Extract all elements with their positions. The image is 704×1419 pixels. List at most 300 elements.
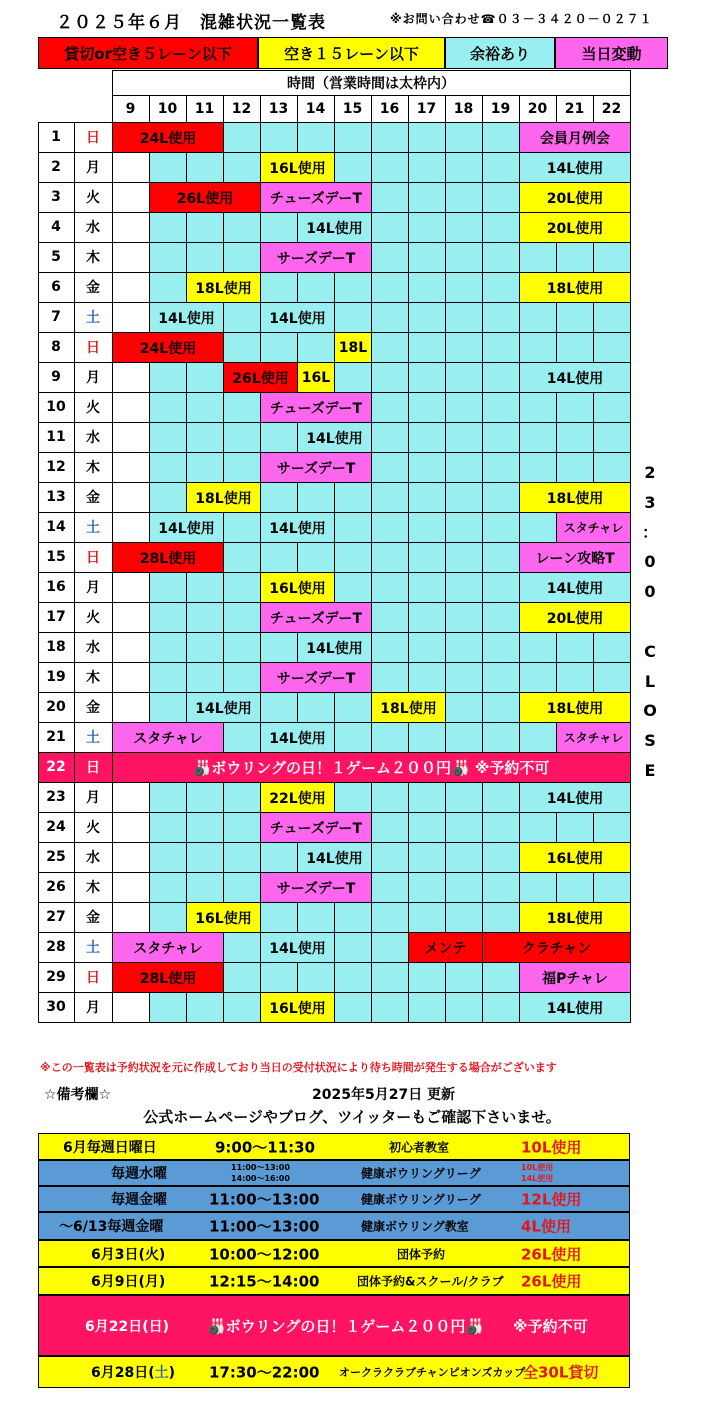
grid-line xyxy=(482,632,483,662)
row-bg-left xyxy=(112,482,149,512)
grid-line xyxy=(371,992,372,1022)
booking-block: 14L使用 xyxy=(297,842,372,873)
grid-line xyxy=(112,70,630,71)
booking-block: 24L使用 xyxy=(112,332,224,363)
grid-line xyxy=(297,902,298,932)
close-char: S xyxy=(644,731,656,751)
remark-desc: 健康ボウリング教室 xyxy=(361,1219,469,1234)
grid-line xyxy=(408,842,409,872)
grid-line xyxy=(482,362,483,392)
grid-line xyxy=(482,122,483,152)
booking-block: 18L使用 xyxy=(519,272,631,303)
booking-block: 14L使用 xyxy=(519,782,631,813)
grid-line xyxy=(445,332,446,362)
remark-day: 6月3日(火) xyxy=(91,1246,166,1263)
day-number: 13 xyxy=(46,489,66,505)
remark-desc: オークラクラブチャンピオンズカップ xyxy=(339,1366,526,1379)
grid-line xyxy=(408,95,409,122)
grid-line xyxy=(408,572,409,602)
grid-line xyxy=(408,992,409,1022)
grid-line xyxy=(297,692,298,722)
remarks-title: ☆備考欄☆ xyxy=(44,1087,112,1103)
day-weekday: 水 xyxy=(86,850,100,866)
booking-block: 18L xyxy=(334,332,372,363)
booking-block: 16L xyxy=(297,362,335,393)
remark-desc: 団体予約 xyxy=(397,1247,446,1261)
grid-line xyxy=(445,242,446,272)
grid-line xyxy=(334,122,335,152)
day-number: 7 xyxy=(51,309,61,325)
grid-line xyxy=(371,302,372,332)
booking-block: メンテ xyxy=(408,932,483,963)
day-number: 14 xyxy=(46,519,66,535)
grid-line xyxy=(260,122,261,152)
grid-line xyxy=(519,242,520,272)
grid-line xyxy=(371,272,372,302)
booking-block: 16L使用 xyxy=(519,842,631,873)
grid-line xyxy=(556,872,557,902)
grid-line xyxy=(260,422,261,452)
remark-row xyxy=(38,1186,630,1212)
grid-line xyxy=(149,872,150,902)
grid-line xyxy=(593,872,594,902)
booking-block: 14L使用 xyxy=(149,302,224,333)
day-weekday: 月 xyxy=(86,1000,100,1016)
grid-line xyxy=(482,272,483,302)
grid-line xyxy=(149,662,150,692)
grid-line xyxy=(445,212,446,242)
grid-line xyxy=(593,632,594,662)
booking-block: 14L使用 xyxy=(260,302,335,333)
grid-line xyxy=(556,302,557,332)
remark-day: 毎週金曜 xyxy=(111,1192,167,1208)
grid-line xyxy=(186,152,187,182)
day-weekday: 水 xyxy=(86,220,100,236)
remark-time: 17:30～22:00 xyxy=(209,1363,320,1382)
booking-block: 14L使用 xyxy=(519,362,631,393)
legend-item: 空き１５レーン以下 xyxy=(258,37,445,69)
grid-line xyxy=(223,782,224,812)
grid-line xyxy=(482,212,483,242)
remark-lanes: 10L使用 xyxy=(521,1138,582,1156)
booking-block: 20L使用 xyxy=(519,182,631,213)
booking-block: 14L使用 xyxy=(260,932,335,963)
grid-line xyxy=(445,512,446,542)
row-bg xyxy=(149,662,630,692)
row-bg-left xyxy=(112,212,149,242)
grid-line xyxy=(149,212,150,242)
booking-block: 14L使用 xyxy=(297,632,372,663)
close-char: ： xyxy=(641,522,658,542)
grid-line xyxy=(186,782,187,812)
grid-line xyxy=(445,572,446,602)
booking-block: 22L使用 xyxy=(260,782,335,813)
remark-day-post: ) xyxy=(168,1365,176,1381)
row-bg-left xyxy=(112,182,149,212)
close-char: 0 xyxy=(644,552,656,572)
grid-line xyxy=(371,122,372,152)
grid-line xyxy=(482,872,483,902)
remark-lanes-b: 14L使用 xyxy=(521,1174,554,1183)
grid-line xyxy=(556,332,557,362)
grid-line xyxy=(556,242,557,272)
grid-line xyxy=(519,392,520,422)
remark-desc: 🎳ボウリングの日！１ゲーム２００円🎳 xyxy=(207,1317,485,1335)
grid-line xyxy=(260,95,261,122)
close-char: 0 xyxy=(644,582,656,602)
booking-block: チューズデーT xyxy=(260,812,372,843)
grid-line xyxy=(186,992,187,1022)
hour-label: 19 xyxy=(490,100,511,117)
day-number: 20 xyxy=(46,699,66,715)
grid-line xyxy=(408,182,409,212)
day-number: 5 xyxy=(51,249,61,265)
close-char: L xyxy=(644,671,656,691)
hour-label: 14 xyxy=(305,100,326,117)
day-weekday: 金 xyxy=(86,280,100,296)
grid-line xyxy=(519,632,520,662)
grid-line xyxy=(149,95,150,122)
grid-line xyxy=(260,632,261,662)
booking-block: 16L使用 xyxy=(260,572,335,603)
grid-line xyxy=(593,332,594,362)
legend-item: 貸切or空き５レーン以下 xyxy=(38,37,258,69)
grid-line xyxy=(556,662,557,692)
grid-line xyxy=(593,812,594,842)
grid-line xyxy=(482,452,483,482)
remark-time-b: 14:00～16:00 xyxy=(231,1174,290,1183)
row-bg xyxy=(149,632,630,662)
grid-line xyxy=(408,122,409,152)
grid-line xyxy=(445,182,446,212)
row-bg-left xyxy=(112,152,149,182)
grid-line xyxy=(223,812,224,842)
grid-line xyxy=(445,122,446,152)
grid-line xyxy=(186,872,187,902)
booking-block: チューズデーT xyxy=(260,392,372,423)
grid-line xyxy=(519,662,520,692)
remark-time: 10:00～12:00 xyxy=(209,1245,320,1263)
grid-line xyxy=(445,362,446,392)
grid-line xyxy=(482,482,483,512)
day-number: 11 xyxy=(46,429,66,445)
row-bg xyxy=(149,872,630,902)
grid-line xyxy=(482,572,483,602)
grid-line xyxy=(445,152,446,182)
booking-block: 18L使用 xyxy=(371,692,446,723)
grid-line xyxy=(149,482,150,512)
row-bg-left xyxy=(112,872,149,902)
grid-line xyxy=(556,452,557,482)
grid-line xyxy=(371,152,372,182)
remark-lanes: 4L使用 xyxy=(521,1217,571,1236)
legend-item: 余裕あり xyxy=(445,37,555,69)
grid-line xyxy=(445,272,446,302)
grid-line xyxy=(149,272,150,302)
grid-line xyxy=(556,422,557,452)
day-number: 30 xyxy=(46,999,66,1015)
remark-day: 毎週水曜 xyxy=(111,1166,167,1182)
day-number: 23 xyxy=(46,789,66,805)
grid-line xyxy=(334,272,335,302)
row-bg-left xyxy=(112,572,149,602)
grid-line xyxy=(149,842,150,872)
grid-line xyxy=(371,902,372,932)
grid-line xyxy=(482,902,483,932)
contact-phone: ※お問い合わせ☎０３－３４２０－０２７１ xyxy=(390,12,653,26)
day-weekday: 日 xyxy=(86,760,100,776)
grid-line xyxy=(149,812,150,842)
booking-block: 20L使用 xyxy=(519,602,631,633)
grid-line xyxy=(371,542,372,572)
remark-desc: 健康ボウリングリーグ xyxy=(361,1166,481,1181)
grid-line xyxy=(186,452,187,482)
grid-line xyxy=(223,242,224,272)
page-title: ２０２５年６月 混雑状況一覧表 xyxy=(56,13,326,33)
grid-line xyxy=(186,662,187,692)
remark-row xyxy=(38,1356,630,1388)
booking-block: 24L使用 xyxy=(112,122,224,153)
remark-lanes: 26L使用 xyxy=(521,1245,582,1263)
grid-line xyxy=(408,812,409,842)
day-number: 19 xyxy=(46,669,66,685)
grid-line xyxy=(482,152,483,182)
close-char: E xyxy=(644,760,656,780)
row-bg-left xyxy=(112,422,149,452)
day-weekday: 日 xyxy=(86,340,100,356)
grid-line xyxy=(149,152,150,182)
close-time-label xyxy=(640,458,660,786)
hour-label: 18 xyxy=(453,100,474,117)
disclaimer-note: ※この一覧表は予約状況を元に作成しており当日の受付状況により待ち時間が発生する場合がございます xyxy=(40,1061,557,1074)
grid-line xyxy=(445,422,446,452)
grid-line xyxy=(593,302,594,332)
day-weekday: 火 xyxy=(86,820,100,836)
grid-line xyxy=(334,482,335,512)
grid-line xyxy=(556,632,557,662)
day-weekday: 木 xyxy=(86,250,100,266)
day-number: 3 xyxy=(51,189,61,205)
grid-line xyxy=(334,902,335,932)
hour-label: 15 xyxy=(342,100,363,117)
grid-line xyxy=(445,842,446,872)
day-number: 9 xyxy=(51,369,61,385)
grid-line xyxy=(260,842,261,872)
grid-line xyxy=(186,242,187,272)
row-bg-left xyxy=(112,692,149,722)
grid-line xyxy=(519,812,520,842)
row-bg-left xyxy=(112,302,149,332)
booking-block: 会員月例会 xyxy=(519,122,631,153)
grid-line xyxy=(408,302,409,332)
day-weekday: 金 xyxy=(86,490,100,506)
grid-line xyxy=(408,392,409,422)
grid-line xyxy=(482,602,483,632)
grid-line xyxy=(445,95,446,122)
grid-line xyxy=(223,872,224,902)
booking-block: 18L使用 xyxy=(186,482,261,513)
grid-line xyxy=(297,332,298,362)
remark-day: ～6/13毎週金曜 xyxy=(59,1219,164,1235)
remark-day-pre: 6月28日( xyxy=(91,1365,155,1381)
day-weekday: 月 xyxy=(86,370,100,386)
booking-block: レーン攻略T xyxy=(519,542,631,573)
grid-line xyxy=(445,722,446,752)
remark-row xyxy=(38,1295,630,1356)
day-number: 21 xyxy=(46,729,66,745)
day-weekday: 土 xyxy=(86,520,100,536)
booking-block: 16L使用 xyxy=(260,152,335,183)
booking-block: スタチャレ xyxy=(556,722,631,753)
booking-block: 14L使用 xyxy=(297,422,372,453)
close-char xyxy=(640,607,660,637)
grid-line xyxy=(593,422,594,452)
hour-label: 22 xyxy=(601,100,622,117)
booking-block: クラチャン xyxy=(482,932,631,963)
grid-line xyxy=(408,782,409,812)
grid-line xyxy=(334,95,335,122)
grid-line xyxy=(482,992,483,1022)
hour-label: 20 xyxy=(527,100,548,117)
day-number: 26 xyxy=(46,879,66,895)
row-bg-left xyxy=(112,782,149,812)
grid-line xyxy=(408,422,409,452)
day-number: 4 xyxy=(51,219,61,235)
grid-line xyxy=(149,602,150,632)
booking-block: サーズデーT xyxy=(260,452,372,483)
grid-line xyxy=(408,962,409,992)
day-weekday: 木 xyxy=(86,880,100,896)
grid-line xyxy=(593,95,594,122)
booking-block: 16L使用 xyxy=(186,902,261,933)
grid-line xyxy=(408,452,409,482)
booking-block: 福Pチャレ xyxy=(519,962,631,993)
grid-line xyxy=(482,692,483,722)
remark-lanes: 12L使用 xyxy=(521,1190,582,1209)
grid-line xyxy=(223,992,224,1022)
grid-line xyxy=(482,962,483,992)
grid-line xyxy=(482,542,483,572)
grid-line xyxy=(408,212,409,242)
grid-line xyxy=(149,632,150,662)
row-bg-left xyxy=(112,662,149,692)
close-char: C xyxy=(644,641,656,661)
day-number: 1 xyxy=(51,129,61,145)
grid-line xyxy=(593,662,594,692)
booking-block: 18L使用 xyxy=(186,272,261,303)
special-event-banner: 🎳ボウリングの日！１ゲーム２００円🎳 ※予約不可 xyxy=(192,758,550,777)
grid-line xyxy=(223,602,224,632)
row-bg-left xyxy=(112,362,149,392)
booking-block: 14L使用 xyxy=(519,992,631,1023)
booking-block: 14L使用 xyxy=(186,692,261,723)
row-bg xyxy=(149,812,630,842)
day-weekday: 金 xyxy=(86,910,100,926)
remark-row xyxy=(38,1160,630,1186)
grid-line xyxy=(371,782,372,812)
remark-desc: 健康ボウリングリーグ xyxy=(361,1192,481,1207)
day-weekday: 土 xyxy=(86,730,100,746)
grid-line xyxy=(408,332,409,362)
booking-block: 18L使用 xyxy=(519,902,631,933)
grid-line xyxy=(519,332,520,362)
day-weekday: 木 xyxy=(86,460,100,476)
grid-line xyxy=(149,992,150,1022)
grid-line xyxy=(149,242,150,272)
grid-line xyxy=(297,542,298,572)
day-weekday: 火 xyxy=(86,190,100,206)
grid-line xyxy=(482,95,483,122)
remark-desc: 団体予約&スクール/クラブ xyxy=(357,1274,504,1289)
grid-line xyxy=(408,722,409,752)
grid-line xyxy=(482,512,483,542)
grid-line xyxy=(186,602,187,632)
day-weekday: 木 xyxy=(86,670,100,686)
day-weekday: 月 xyxy=(86,580,100,596)
grid-line xyxy=(223,842,224,872)
grid-line xyxy=(593,392,594,422)
grid-line xyxy=(149,362,150,392)
grid-line xyxy=(149,452,150,482)
grid-line xyxy=(556,392,557,422)
grid-line xyxy=(445,812,446,842)
legend-item: 当日変動 xyxy=(555,37,668,69)
row-bg xyxy=(149,392,630,422)
grid-line xyxy=(556,95,557,122)
grid-line xyxy=(186,95,187,122)
grid-line xyxy=(445,662,446,692)
day-number: 17 xyxy=(46,609,66,625)
close-char: O xyxy=(643,701,657,721)
grid-line xyxy=(334,962,335,992)
grid-line xyxy=(186,812,187,842)
day-weekday: 日 xyxy=(86,550,100,566)
remark-day: 6月9日(月) xyxy=(91,1274,166,1290)
day-weekday: 水 xyxy=(86,640,100,656)
grid-line xyxy=(482,842,483,872)
grid-line xyxy=(149,782,150,812)
grid-line xyxy=(223,452,224,482)
day-number: 10 xyxy=(46,399,66,415)
row-bg xyxy=(149,422,630,452)
grid-line xyxy=(482,392,483,422)
grid-line xyxy=(334,692,335,722)
day-weekday: 月 xyxy=(86,160,100,176)
grid-line xyxy=(408,152,409,182)
booking-block: 14L使用 xyxy=(260,512,335,543)
grid-line xyxy=(371,962,372,992)
remark-time-a: 11:00～13:00 xyxy=(231,1163,290,1172)
grid-line xyxy=(371,362,372,392)
row-bg-left xyxy=(112,272,149,302)
remark-time: 11:00～13:00 xyxy=(209,1190,320,1209)
day-number: 29 xyxy=(46,969,66,985)
grid-line xyxy=(260,332,261,362)
grid-line xyxy=(223,632,224,662)
grid-line xyxy=(482,182,483,212)
grid-line xyxy=(408,632,409,662)
grid-line xyxy=(408,242,409,272)
check-site-note: 公式ホームページやブログ、ツイッターもご確認下さいませ。 xyxy=(143,1108,561,1126)
grid-line xyxy=(556,812,557,842)
grid-line xyxy=(482,302,483,332)
day-number: 15 xyxy=(46,549,66,565)
grid-line xyxy=(149,692,150,722)
grid-line xyxy=(593,452,594,482)
booking-block: サーズデーT xyxy=(260,242,372,273)
grid-line xyxy=(186,212,187,242)
booking-block: 28L使用 xyxy=(112,962,224,993)
